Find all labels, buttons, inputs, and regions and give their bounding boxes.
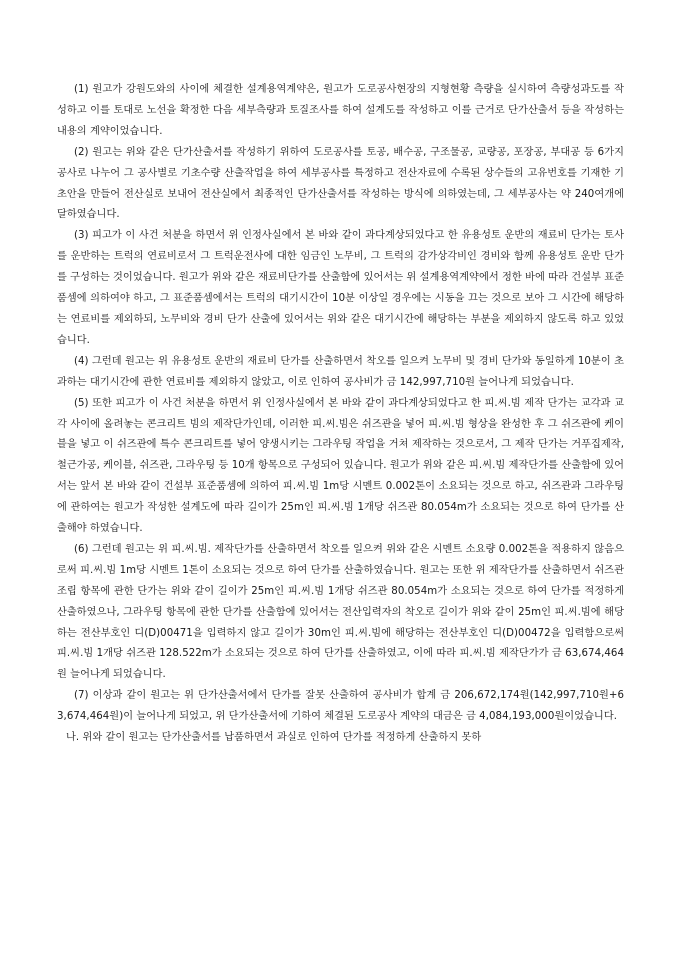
paragraph-6: (6) 그런데 원고는 위 피.씨.빔. 제작단가를 산출하면서 착오를 일으켜 위와 같은 시멘트 소요량 0.002톤을 적용하지 않음으로써 피.씨.빔 1m당 시멘트 1톤이 소요되는 것으로 하여 단가를 산출하였습니다. 원고는 또한 위 제작단가를 산출하면서 쉬즈관 조립 항목에 관한 단가는 위와 같이 길이가 25m인 피.씨.빔 1개당 쉬즈관 80.054m가 소요되는 것으로 하여 단가를 적정하게 산출하였으나, 그라우팅 항목에 관한 단가를 산출함에 있어서는 전산입력자의 착오로 길이가 위와 같이 25m인 피.씨.빔에 해당하는 전산부호인 디(D)00471을 입력하지 않고 길이가 30m인 피.씨.빔에 해당하는 전산부호인 디(D)00472을 입력함으로써 피.씨.빔 1개당 쉬즈관 128.522m가 소요되는 것으로 하여 단가를 산출하였고, 이에 따라 피.씨.빔 제작단가가 금 63,674,464원 늘어나게 되었습니다. — [57, 543, 624, 681]
document-body — [57, 80, 624, 749]
paragraph-7: (7) 이상과 같이 원고는 위 단가산출서에서 단가를 잘못 산출하여 공사비가 합계 금 206,672,174원(142,997,710원+63,674,464원)이 늘어나게 되었고, 위 단가산출서에 기하여 체결된 도로공사 계약의 대금은 금 4,084,193,000원이었습니다. — [57, 690, 624, 723]
paragraph-3: (3) 피고가 이 사건 처분을 하면서 위 인정사실에서 본 바와 같이 과다계상되었다고 한 유용성토 운반의 재료비 단가는 토사를 운반하는 트럭의 연료비로서 그 트럭운전사에 대한 임금인 노무비, 그 트럭의 감가상각비인 경비와 함께 유용성토 운반 단가를 구성하는 것이었습니다. 원고가 위와 같은 재료비단가를 산출함에 있어서는 위 설계용역계약에서 정한 바에 따라 건설부 표준품셈에 의하여야 하고, 그 표준품셈에서는 트럭의 대기시간이 10분 이상일 경우에는 시동을 끄는 것으로 보아 그 시간에 해당하는 연료비를 제외하되, 노무비와 경비 단가 산출에 있어서는 위와 같은 대기시간에 해당하는 부분을 제외하지 않도록 하고 있었습니다. — [57, 230, 624, 346]
paragraph-1: (1) 원고가 강원도와의 사이에 체결한 설계용역계약은, 원고가 도로공사현장의 지형현황 측량을 실시하여 측량성과도를 작성하고 이를 토대로 노선을 확정한 다음 세부측량과 토질조사를 하여 설계도를 작성하고 이를 근거로 단가산출서 등을 작성하는 내용의 계약이었습니다. — [57, 84, 624, 137]
paragraph-4: (4) 그런데 원고는 위 유용성토 운반의 재료비 단가를 산출하면서 착오를 일으켜 노무비 및 경비 단가와 동일하게 10분이 초과하는 대기시간에 관한 연료비를 제외하지 않았고, 이로 인하여 공사비가 금 142,997,710원 늘어나게 되었습니다. — [57, 355, 624, 388]
paragraph-2: (2) 원고는 위와 같은 단가산출서를 작성하기 위하여 도로공사를 토공, 배수공, 구조물공, 교량공, 포장공, 부대공 등 6가지 공사로 나누어 그 공사별로 기초수량 산출작업을 하여 세부공사를 특정하고 전산자료에 수록된 상수들의 고유번호를 기재한 기초안을 만들어 전산실로 보내어 전산실에서 최종적인 단가산출서를 작성하는 방식에 의하였는데, 그 세부공사는 약 240여개에 달하였습니다. — [57, 146, 624, 221]
paragraph-5: (5) 또한 피고가 이 사건 처분을 하면서 위 인정사실에서 본 바와 같이 과다계상되었다고 한 피.씨.빔 제작 단가는 교각과 교각 사이에 올려놓는 콘크리트 빔의 제작단가인데, 이러한 피.씨.빔은 쉬즈관을 넣어 피.씨.빔 형상을 완성한 후 그 쉬즈관에 케이블을 넣고 이 쉬즈관에 특수 콘크리트를 넣어 양생시키는 그라우팅 작업을 거쳐 제작하는 것으로서, 그 제작 단가는 거푸집제작, 철근가공, 케이블, 쉬즈관, 그라우팅 등 10개 항목으로 구성되어 있습니다. 원고가 위와 같은 피.씨.빔 제작단가를 산출함에 있어서는 앞서 본 바와 같이 건설부 표준품셈에 의하여 피.씨.빔 1m당 시멘트 0.002톤이 소요되는 것으로 하고, 쉬즈관과 그라우팅에 관하여는 원고가 작성한 설계도에 따라 길이가 25m인 피.씨.빔 1개당 쉬즈관 80.054m가 소요되는 것으로 하여 단가를 산출해야 하였습니다. — [57, 397, 624, 535]
paragraph-na: 나. 위와 같이 원고는 단가산출서를 납품하면서 과실로 인하여 단가를 적정하게 산출하지 못하 — [66, 732, 482, 744]
